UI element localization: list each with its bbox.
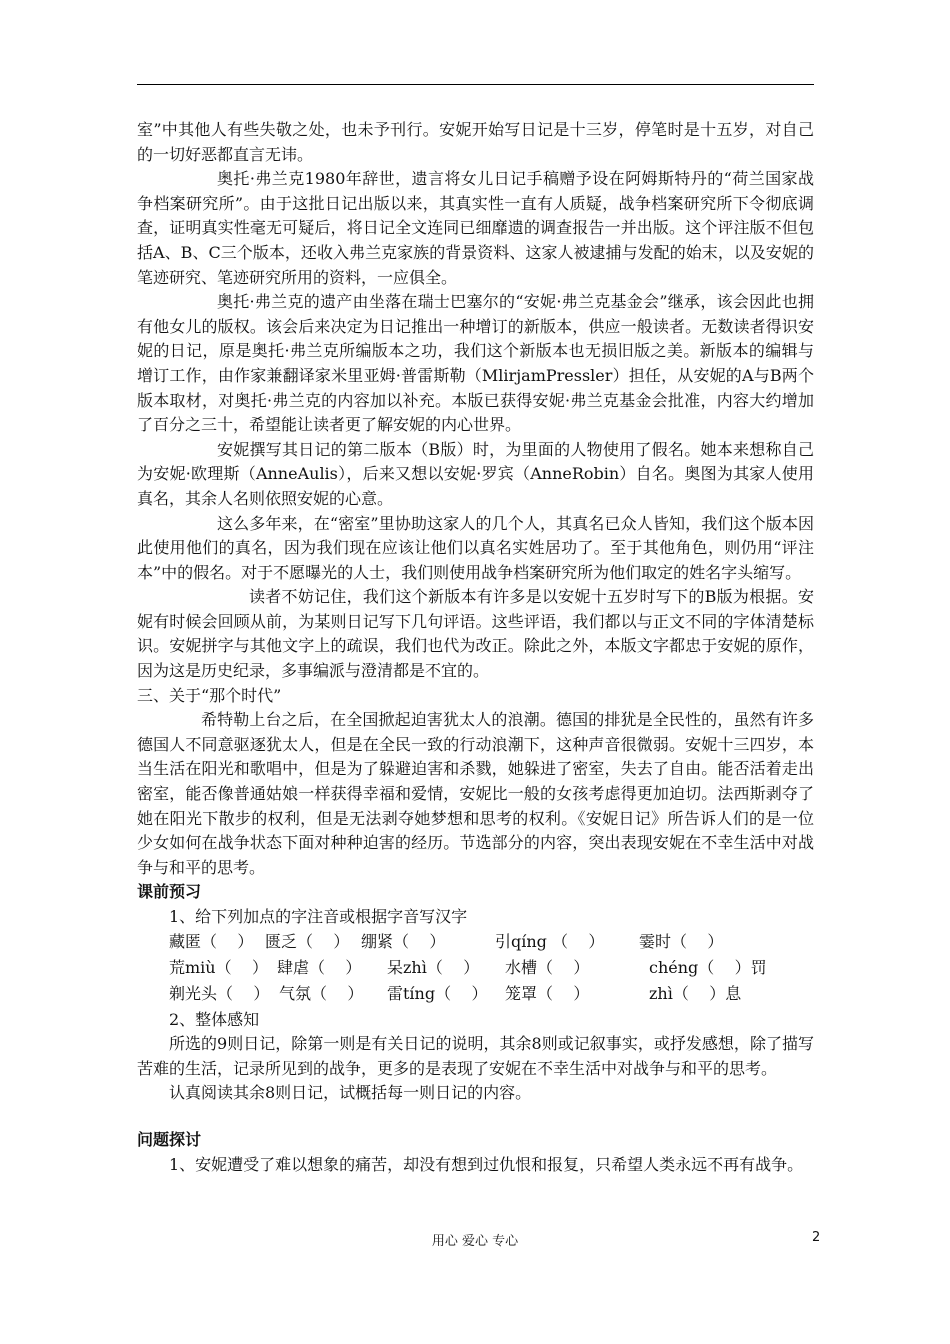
exercise-item: 呆zhì（ ）: [387, 958, 480, 978]
exercise-item: 肆虐（ ）: [277, 958, 362, 978]
paragraph-3: 奥托·弗兰克的遗产由坐落在瑞士巴塞尔的“安妮·弗兰克基金会”继承，该会因此也拥有他女儿的版权。该会后来决定为日记推出一种增订的新版本，供应一般读者。无数读者得识安妮的日记，原是奥托·弗兰克所编版本之功，我们这个新版本也无损旧版之美。新版本的编辑与增订工作，由作家兼翻译家米里亚姆·普雷斯勒（MlirjamPressler）担任，从安妮的A与B两个版本取材，对奥托·弗兰克的内容加以补充。本版已获得安妮·弗兰克基金会批准，内容大约增加了百分之三十，希望能让读者更了解安妮的内心世界。: [137, 292, 814, 435]
paragraph-7: 希特勒上台之后，在全国掀起迫害犹太人的浪潮。德国的排犹是全民性的，虽然有许多德国人不同意驱逐犹太人，但是在全民一致的行动浪潮下，这种声音很微弱。安妮十三四岁，本当生活在阳光和歌唱中，但是为了躲避迫害和杀戮，她躲进了密室，失去了自由。能否活着走出密室，能否像普通姑娘一样获得幸福和爱情，安妮比一般的女孩考虑得更加迫切。法西斯剥夺了她在阳光下散步的权利，但是无法剥夺她梦想和思考的权利。《安妮日记》所告诉人们的是一位少女如何在战争状态下面对种种迫害的经历。节选部分的内容，突出表现安妮在不幸生活中对战争与和平的思考。: [137, 710, 814, 877]
paragraph-1: 室”中其他人有些失敬之处，也未予刊行。安妮开始写日记是十三岁，停笔时是十五岁，对自己的一切好恶都直言无讳。: [137, 120, 814, 164]
section-3-heading: 三、关于“那个时代”: [137, 685, 282, 705]
preview-question-2-text: 所选的9则日记，除第一则是有关日记的说明，其余8则或记叙事实，或抒发感想，除了描写苦难的生活，记录所见到的战争，更多的是表现了安妮在不幸生活中对战争与和平的思考。: [137, 1034, 814, 1078]
exercise-item: 藏匿（ ）: [169, 932, 254, 952]
paragraph-2: 奥托·弗兰克1980年辞世，遗言将女儿日记手稿赠予设在阿姆斯特丹的“荷兰国家战争档案研究所”。由于这批日记出版以来，其真实性一直有人质疑，战争档案研究所下令彻底调查，证明真实性毫无可疑后，将日记全文连同已细靡遗的调查报告一并出版。这个评注版不但包括A、B、C三个版本，还收入弗兰克家族的背景资料、这家人被逮捕与发配的始末，以及安妮的笔迹研究、笔迹研究所用的资料，一应俱全。: [137, 169, 814, 287]
exercise-item: 雷tíng（ ）: [387, 984, 488, 1004]
exercise-item: 绷紧（ ）: [361, 932, 446, 952]
paragraph-5: 这么多年来，在“密室”里协助这家人的几个人，其真名已众人皆知，我们这个版本因此使用他们的真名，因为我们现在应该让他们以真名实姓居功了。至于其他角色，则仍用“评注本”中的假名。对于不愿曝光的人士，我们则使用战争档案研究所为他们取定的姓名字头缩写。: [137, 513, 814, 582]
page-body: [137, 118, 814, 1177]
spacer: [137, 1106, 814, 1128]
exercise-item: 荒miù（ ）: [169, 958, 268, 978]
preview-question-2-task: 认真阅读其余8则日记，试概括每一则日记的内容。: [169, 1083, 532, 1103]
preview-heading: 课前预习: [137, 882, 202, 902]
exercise-row: [137, 930, 814, 956]
exercise-row: [137, 956, 814, 982]
paragraph-4: 安妮撰写其日记的第二版本（B版）时，为里面的人物使用了假名。她本来想称自己为安妮·欧理斯（AnneAulis），后来又想以安妮·罗宾（AnneRobin）自名。奥图为其家人使用真名，其余人名则依照安妮的心意。: [137, 439, 814, 508]
exercise-row: [137, 982, 814, 1008]
preview-question-1: 1、给下列加点的字注音或根据字音写汉字: [169, 907, 468, 926]
paragraph-6: 读者不妨记住，我们这个新版本有许多是以安妮十五岁时写下的B版为根据。安妮有时候会回顾从前，为某则日记写下几句评语。这些评语，我们都以与正文不同的字体清楚标识。安妮拼字与其他文字上的疏误，我们也代为改正。除此之外，本版文字都忠于安妮的原作，因为这是历史纪录，多事编派与澄清都是不宜的。: [137, 587, 814, 681]
exercise-item: 气氛（ ）: [279, 984, 364, 1004]
exercise-item: 霎时（ ）: [639, 932, 724, 952]
exercise-item: chéng（ ）罚: [649, 958, 767, 978]
preview-question-2: 2、整体感知: [169, 1009, 260, 1029]
header-rule: [137, 84, 814, 85]
exercise-item: 匮乏（ ）: [265, 932, 350, 952]
discussion-heading: 问题探讨: [137, 1129, 202, 1149]
exercise-item: 笼罩（ ）: [505, 984, 590, 1004]
exercise-item: 剃光头（ ）: [169, 984, 270, 1004]
exercise-item: zhì（ ）息: [649, 984, 742, 1004]
exercise-item: 水槽（ ）: [505, 958, 590, 978]
page-number: 2: [812, 1230, 821, 1245]
discussion-question-1: 1、安妮遭受了难以想象的痛苦，却没有想到过仇恨和报复，只希望人类永远不再有战争。: [169, 1154, 804, 1174]
footer-motto: 用心 爱心 专心: [431, 1234, 519, 1249]
exercise-item: 引qíng （ ）: [495, 932, 605, 952]
